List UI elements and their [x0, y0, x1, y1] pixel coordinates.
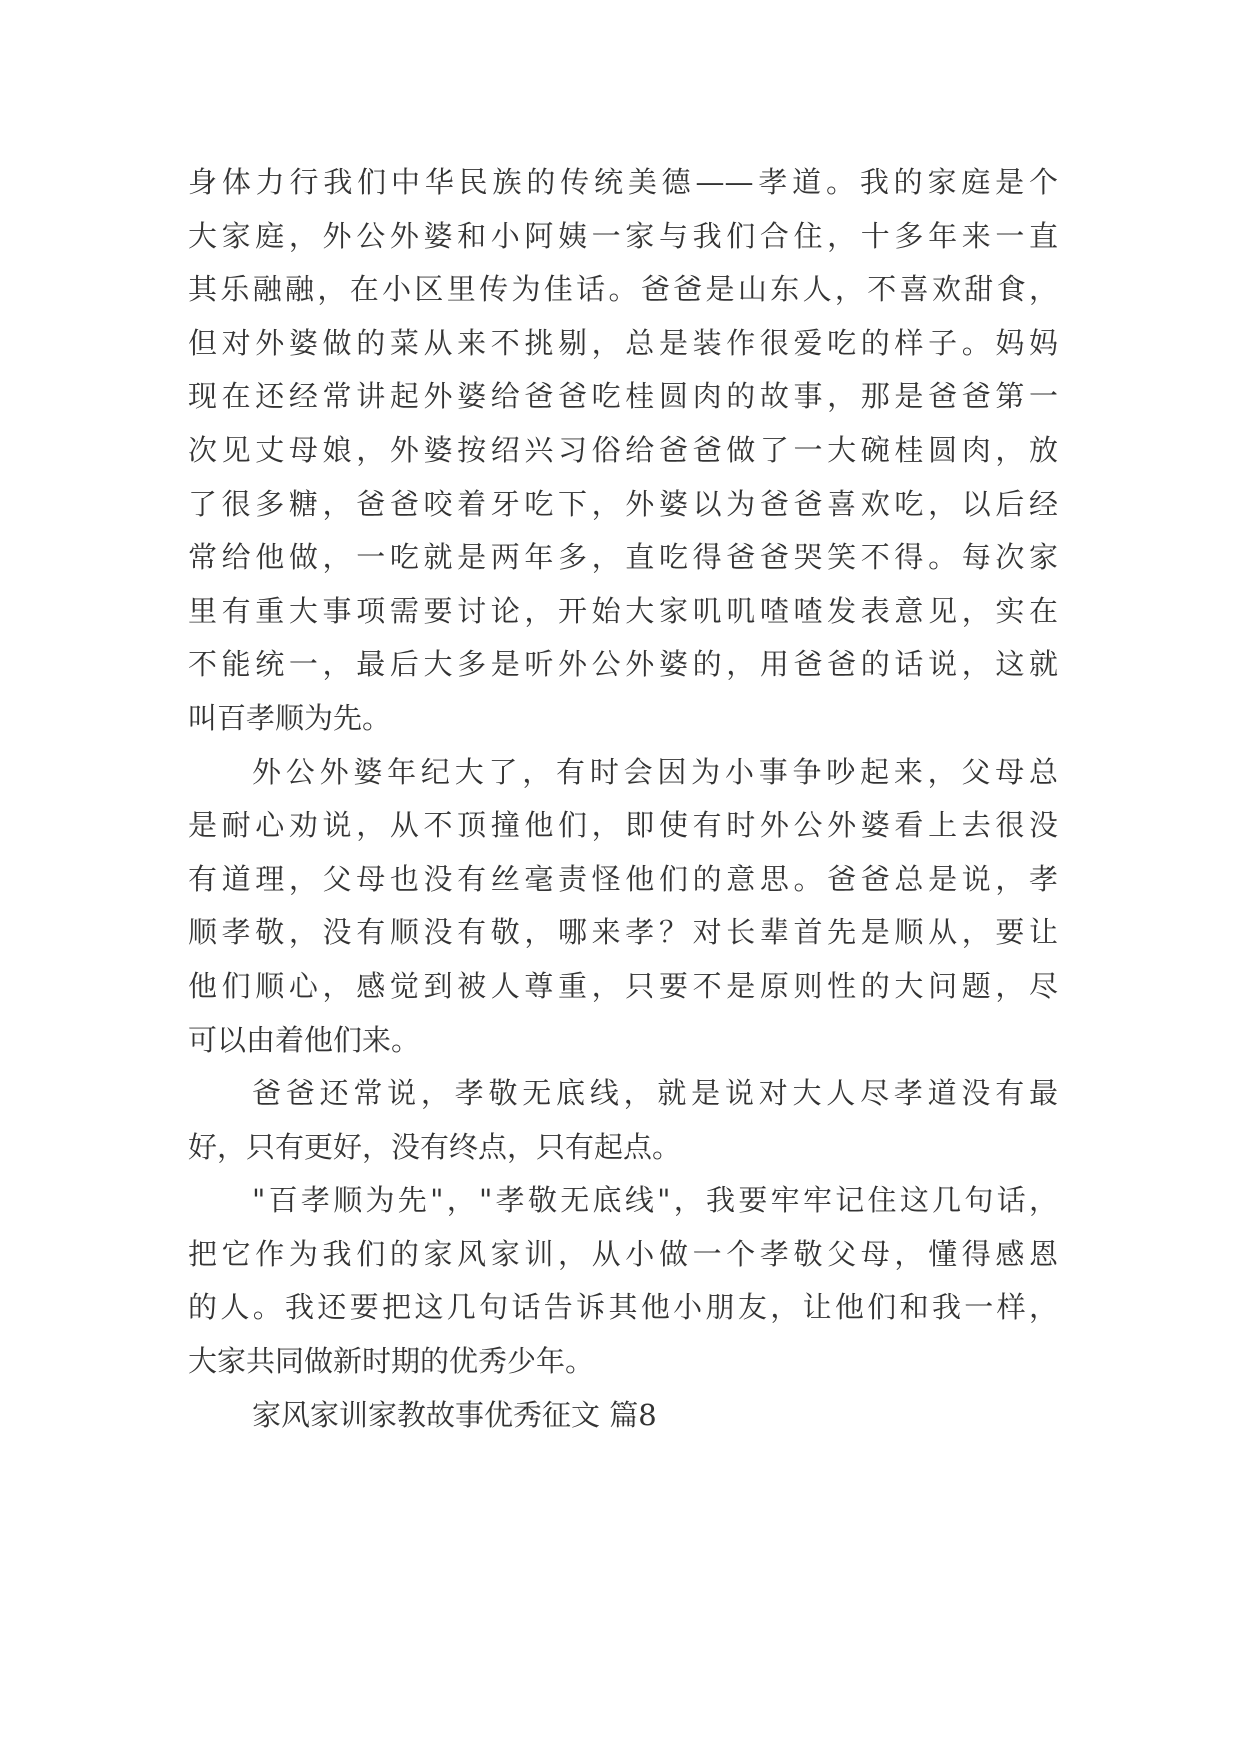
text-line: 好，只有更好，没有终点，只有起点。 [188, 1129, 682, 1164]
text-line: 把它作为我们的家风家训，从小做一个孝敬父母，懂得感恩 [188, 1236, 1058, 1271]
text-line: 身体力行我们中华民族的传统美德——孝道。我的家庭是个 [188, 165, 1058, 199]
text-line: 有道理，父母也没有丝毫责怪他们的意思。爸爸总是说，孝 [188, 861, 1058, 896]
paragraph-first-line: 外公外婆年纪大了，有时会因为小事争吵起来，父母总 [252, 754, 1058, 789]
text-line: 现在还经常讲起外婆给爸爸吃桂圆肉的故事，那是爸爸第一 [188, 379, 1058, 414]
text-line: 叫百孝顺为先。 [188, 700, 392, 735]
text-line: 可以由着他们来。 [188, 1022, 421, 1057]
text-line: 其乐融融，在小区里传为佳话。爸爸是山东人，不喜欢甜食， [188, 272, 1058, 307]
text-line: 大家庭，外公外婆和小阿姨一家与我们合住，十多年来一直 [188, 218, 1058, 253]
text-line: 的人。我还要把这几句话告诉其他小朋友，让他们和我一样， [188, 1290, 1058, 1325]
text-line: 他们顺心，感觉到被人尊重，只要不是原则性的大问题，尽 [188, 968, 1058, 1003]
text-line: 不能统一，最后大多是听外公外婆的，用爸爸的话说，这就 [188, 647, 1058, 682]
section-heading: 家风家训家教故事优秀征文 篇8 [252, 1397, 657, 1432]
text-line: 常给他做，一吃就是两年多，直吃得爸爸哭笑不得。每次家 [188, 540, 1058, 575]
text-line: 但对外婆做的菜从来不挑剔，总是装作很爱吃的样子。妈妈 [188, 325, 1058, 360]
document-body [188, 156, 1058, 1442]
text-line: 顺孝敬，没有顺没有敬，哪来孝？对长辈首先是顺从，要让 [188, 915, 1058, 950]
text-line: 次见丈母娘，外婆按绍兴习俗给爸爸做了一大碗桂圆肉，放 [188, 432, 1058, 467]
text-line: 大家共同做新时期的优秀少年。 [188, 1344, 595, 1379]
text-line: 了很多糖，爸爸咬着牙吃下，外婆以为爸爸喜欢吃，以后经 [188, 486, 1058, 521]
text-line: 里有重大事项需要讨论，开始大家叽叽喳喳发表意见，实在 [188, 593, 1058, 628]
text-line: 是耐心劝说，从不顶撞他们，即使有时外公外婆看上去很没 [188, 808, 1058, 843]
paragraph-first-line: 爸爸还常说，孝敬无底线，就是说对大人尽孝道没有最 [252, 1076, 1058, 1111]
paragraph-first-line: "百孝顺为先"，"孝敬无底线"，我要牢牢记住这几句话， [252, 1183, 1058, 1218]
